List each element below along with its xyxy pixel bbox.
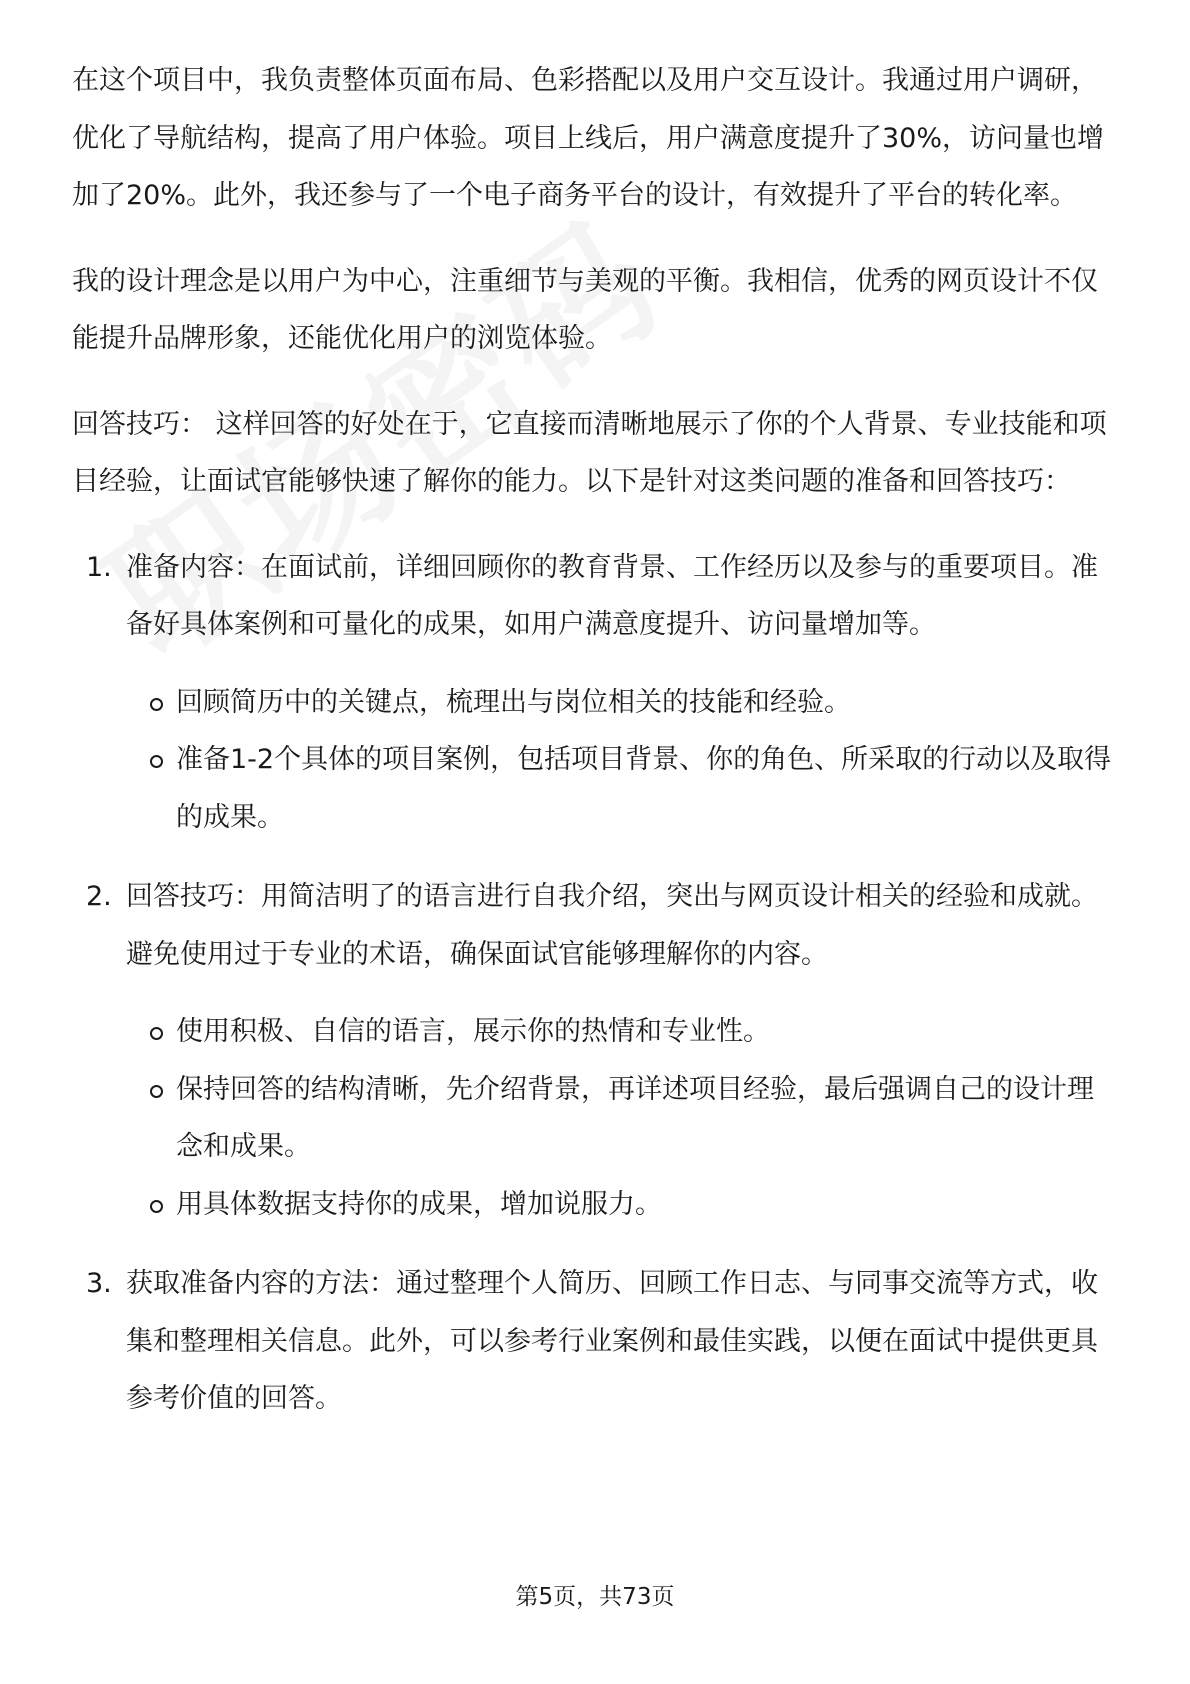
sub-list [126,1003,1120,1233]
list-item-text: 准备内容：在面试前，详细回顾你的教育背景、工作经历以及参与的重要项目。准备好具体案例和可量化的成果，如用户满意度提升、访问量增加等。 [126,551,1098,640]
list-item-2 [72,868,1120,1233]
list-item-3 [72,1255,1120,1428]
page-footer: 第5页，共73页 [515,1584,675,1610]
paragraph-philosophy: 我的设计理念是以用户为中心，注重细节与美观的平衡。我相信，优秀的网页设计不仅能提升品牌形象，还能优化用户的浏览体验。 [72,265,1098,354]
list-number: 1. [86,551,112,583]
document-body [72,52,1120,1450]
sub-list-item: 用具体数据支持你的成果，增加说服力。 [72,1176,1120,1234]
paragraph-project: 在这个项目中，我负责整体页面布局、色彩搭配以及用户交互设计。我通过用户调研，优化了导航结构，提高了用户体验。项目上线后，用户满意度提升了30%，访问量也增加了20%。此外，我还参与了一个电子商务平台的设计，有效提升了平台的转化率。 [72,65,1105,211]
list-number: 3. [86,1268,112,1299]
list-item-text: 获取准备内容的方法：通过整理个人简历、回顾工作日志、与同事交流等方式，收集和整理相关信息。此外，可以参考行业案例和最佳实践，以便在面试中提供更具参考价值的回答。 [126,1268,1098,1414]
tips-list [72,539,1120,1428]
sub-list-item: 准备1-2个具体的项目案例，包括项目背景、你的角色、所采取的行动以及取得的成果。 [72,731,1120,846]
sub-list-item: 使用积极、自信的语言，展示你的热情和专业性。 [72,1003,1120,1061]
sub-list [126,674,1120,847]
paragraph-tips: 回答技巧： 这样回答的好处在于，它直接而清晰地展示了你的个人背景、专业技能和项目经验，让面试官能够快速了解你的能力。以下是针对这类问题的准备和回答技巧： [72,408,1107,497]
sub-list-item: 保持回答的结构清晰，先介绍背景，再详述项目经验，最后强调自己的设计理念和成果。 [72,1061,1120,1176]
sub-list-item: 回顾简历中的关键点，梳理出与岗位相关的技能和经验。 [72,674,1120,732]
list-number: 2. [86,881,112,912]
list-item-1 [72,539,1120,847]
list-item-text: 回答技巧：用简洁明了的语言进行自我介绍，突出与网页设计相关的经验和成就。避免使用过于专业的术语，确保面试官能够理解你的内容。 [126,881,1098,970]
